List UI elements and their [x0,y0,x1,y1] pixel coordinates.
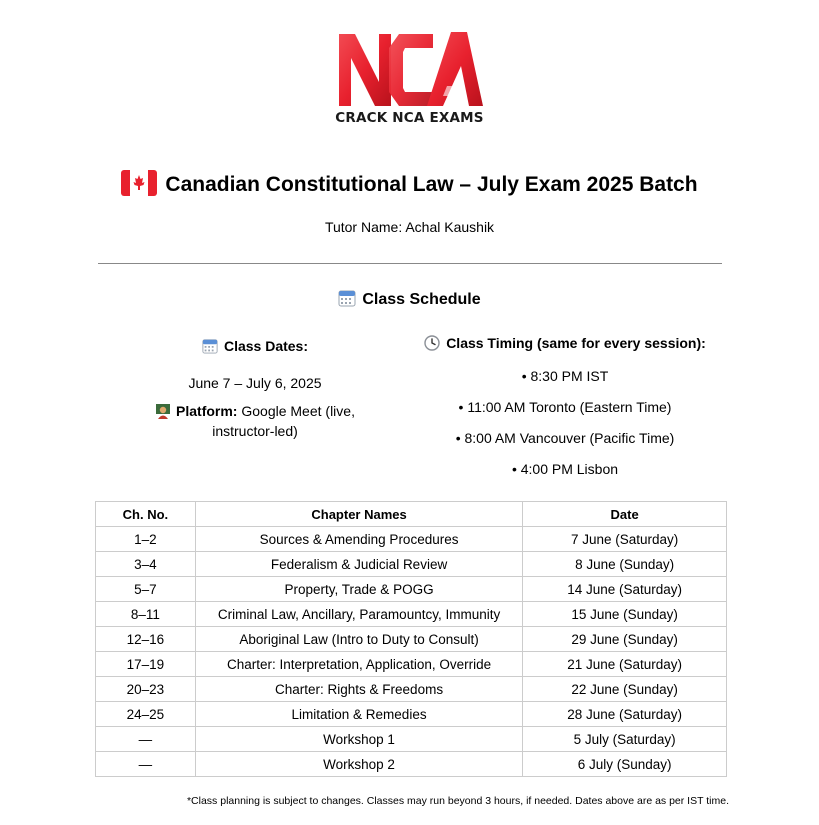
schedule-table [95,501,727,777]
cell-chapter-name: Limitation & Remedies [195,702,522,727]
table-row [96,627,727,652]
table-row [96,752,727,777]
platform-value: Google Meet (live, instructor-led) [212,403,355,439]
table-row [96,677,727,702]
cell-chapter-number: 12–16 [96,627,196,652]
table-header-row [96,502,727,527]
cell-date: 29 June (Sunday) [523,627,727,652]
cell-date: 22 June (Sunday) [523,677,727,702]
timing-item: • 11:00 AM Toronto (Eastern Time) [458,399,672,415]
cell-date: 5 July (Saturday) [523,727,727,752]
cell-date: 21 June (Saturday) [523,652,727,677]
table-row [96,702,727,727]
teacher-icon [155,403,171,423]
cell-chapter-name: Sources & Amending Procedures [195,527,522,552]
table-row [96,727,727,752]
cell-chapter-number: 24–25 [96,702,196,727]
cell-date: 28 June (Saturday) [523,702,727,727]
class-dates-label: Class Dates: [223,338,309,354]
cell-chapter-name: Property, Trade & POGG [195,577,522,602]
schedule-heading [0,289,819,312]
cell-chapter-number: — [96,752,196,777]
header-chapter-number: Ch. No. [96,502,196,527]
table-row [96,652,727,677]
table-row [96,527,727,552]
calendar-icon [202,338,218,357]
timing-item: • 8:00 AM Vancouver (Pacific Time) [455,430,675,446]
timing-item: • 8:30 PM IST [521,368,609,384]
platform-label: Platform: [176,403,238,419]
platform-row [130,403,380,440]
cell-chapter-number: — [96,727,196,752]
footnote: *Class planning is subject to changes. Classes may run beyond 3 hours, if needed. Dates above are as per IST time. [186,795,729,807]
cell-date: 15 June (Sunday) [523,602,727,627]
canada-flag-icon [121,170,157,202]
table-row [96,577,727,602]
class-dates-value: June 7 – July 6, 2025 [188,375,322,391]
divider [98,263,722,264]
cell-date: 7 June (Saturday) [523,527,727,552]
class-timing-label-row [400,335,730,354]
cell-chapter-number: 20–23 [96,677,196,702]
cell-chapter-name: Aboriginal Law (Intro to Duty to Consult) [195,627,522,652]
tutor-name: Tutor Name: Achal Kaushik [324,219,495,235]
cell-chapter-name: Workshop 1 [195,727,522,752]
brand-text: CRACK NCA EXAMS [335,110,484,126]
cell-chapter-number: 5–7 [96,577,196,602]
cell-date: 14 June (Saturday) [523,577,727,602]
schedule-heading-text: Class Schedule [362,291,481,308]
cell-chapter-number: 8–11 [96,602,196,627]
header-chapter-names: Chapter Names [195,502,522,527]
class-dates-block [130,338,380,440]
header-date: Date [523,502,727,527]
table-row [96,602,727,627]
class-dates-label-row [130,338,380,357]
class-timing-block [400,335,730,478]
class-timing-label: Class Timing (same for every session): [446,335,706,351]
cell-chapter-name: Criminal Law, Ancillary, Paramountcy, Immunity [195,602,522,627]
cell-chapter-number: 3–4 [96,552,196,577]
clock-icon [424,335,440,354]
timing-item: • 4:00 PM Lisbon [511,461,619,477]
cell-chapter-number: 17–19 [96,652,196,677]
cell-chapter-name: Federalism & Judicial Review [195,552,522,577]
calendar-icon [338,289,356,312]
title-text: Canadian Constitutional Law – July Exam 2025 Batch [165,173,698,196]
nca-logo-icon [335,26,485,108]
cell-date: 6 July (Sunday) [523,752,727,777]
cell-chapter-name: Charter: Rights & Freedoms [195,677,522,702]
cell-chapter-number: 1–2 [96,527,196,552]
table-row [96,552,727,577]
page-title [0,170,819,202]
cell-chapter-name: Workshop 2 [195,752,522,777]
cell-chapter-name: Charter: Interpretation, Application, Override [195,652,522,677]
brand-logo [0,26,819,126]
cell-date: 8 June (Sunday) [523,552,727,577]
